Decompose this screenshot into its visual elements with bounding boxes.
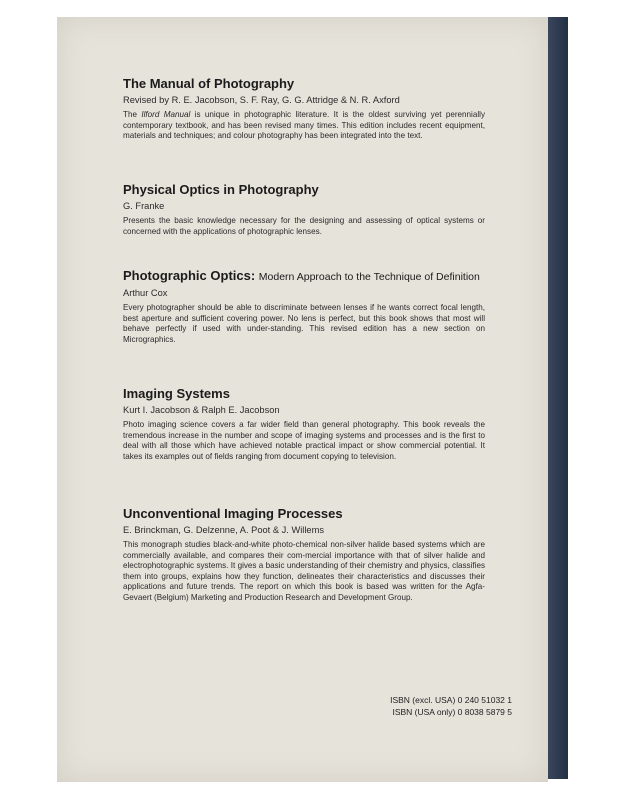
book-authors: Kurt I. Jacobson & Ralph E. Jacobson: [123, 405, 280, 415]
book-description: The Ilford Manual is unique in photographic literature. It is the oldest surviving yet perennially contemporary textbook, and has been revised many times. This edition includes recent equipment, materials and techniques; and colour photography has been integrated into the text.: [123, 110, 485, 140]
book-authors: Arthur Cox: [123, 288, 168, 298]
book-authors: G. Franke: [123, 201, 165, 211]
isbn-block: [370, 694, 512, 718]
book-subtitle: Modern Approach to the Technique of Definition: [258, 271, 480, 283]
isbn-usa-only: ISBN (USA only) 0 8038 5879 5: [392, 707, 512, 717]
book-title: Unconventional Imaging Processes: [123, 506, 343, 521]
isbn-excl-usa: ISBN (excl. USA) 0 240 51032 1: [390, 695, 512, 705]
book-description: Presents the basic knowledge necessary for the designing and assessing of optical systems or concerned with the applications of photographic lenses.: [123, 216, 485, 236]
book-entry-unconventional-imaging: [123, 506, 485, 603]
book-authors: Revised by R. E. Jacobson, S. F. Ray, G. G. Attridge & N. R. Axford: [123, 95, 400, 105]
book-description: Photo imaging science covers a far wider field than general photography. This book reveals the tremendous increase in the number and scope of imaging systems and processes and is the first to deal with all those which have achieved notable practical impact or show commercial potential. It takes its examples out of fields ranging from document copying to television.: [123, 420, 485, 461]
book-entry-manual-of-photography: [123, 76, 485, 142]
book-description: Every photographer should be able to discriminate between lenses if he wants correct focal length, best aperture and sufficient covering power. No lens is perfect, but this book shows that most will behave perfectly if used with under-standing. This revised edition has a new section on Micrographics.: [123, 303, 485, 344]
book-entry-physical-optics: [123, 182, 485, 237]
book-title: Photographic Optics: Modern Approach to the Technique of Definition: [123, 268, 480, 283]
book-title: The Manual of Photography: [123, 76, 295, 91]
book-entry-imaging-systems: [123, 386, 485, 462]
book-description: This monograph studies black-and-white photo-chemical non-silver halide based systems which are commercially available, and compares their com-mercial importance with that of silver halide and electrophotographic systems. It gives a basic understanding of their chemistry and physics, classifies them into groups, explains how they function, delineates their characteristics and discusses their applications and future trends. The report on which this book is based was written for the Agfa-Gevaert (Belgium) Marketing and Production Research and Development Group.: [123, 540, 485, 602]
book-entry-photographic-optics: [123, 268, 485, 345]
book-title: Imaging Systems: [123, 386, 230, 401]
book-title: Physical Optics in Photography: [123, 182, 319, 197]
book-authors: E. Brinckman, G. Delzenne, A. Poot & J. Willems: [123, 525, 324, 535]
